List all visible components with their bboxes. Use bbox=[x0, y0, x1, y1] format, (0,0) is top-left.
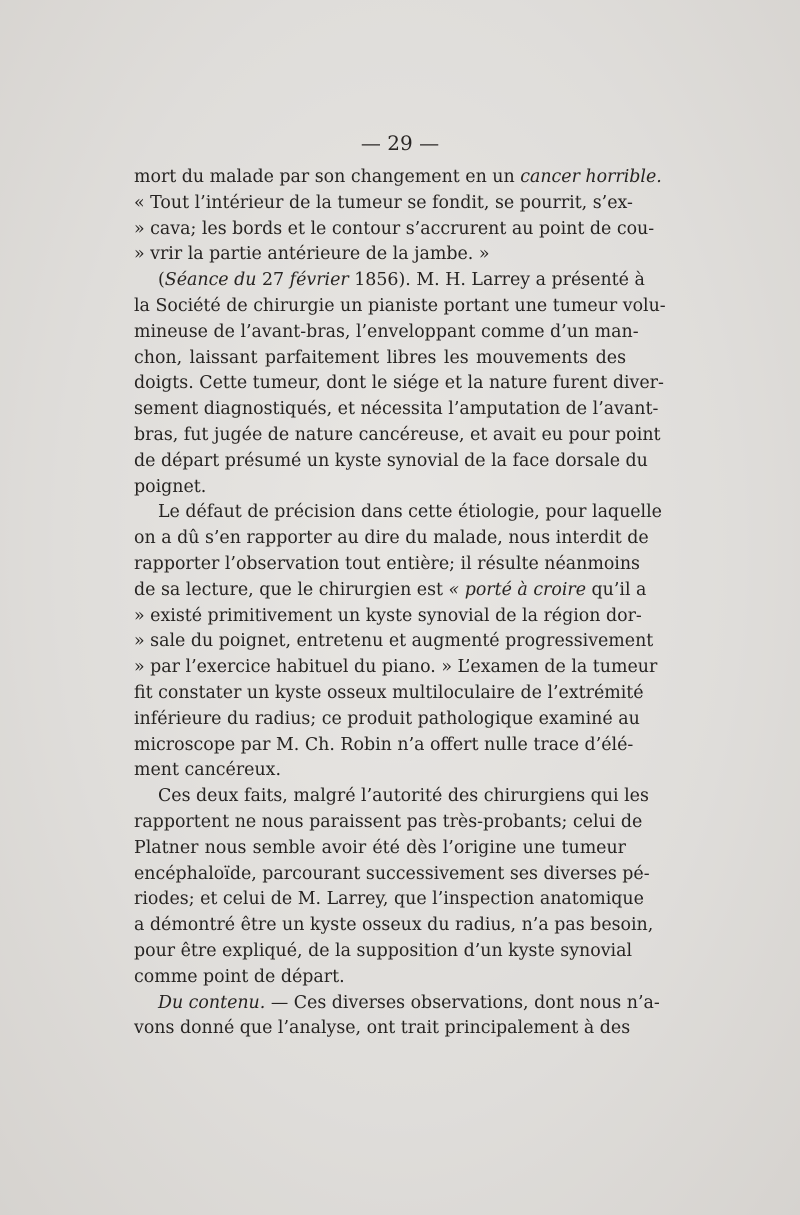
text-line bbox=[134, 578, 647, 604]
text-segment: riodes; et celui de M. Larrey, que l’inspection anatomique bbox=[134, 889, 644, 910]
text-line bbox=[134, 707, 640, 733]
text-segment: rapportent ne nous paraissent pas très-probants; celui de bbox=[134, 811, 643, 832]
text-line bbox=[134, 836, 626, 862]
text-segment: 27 bbox=[256, 270, 290, 291]
text-segment: » existé primitivement un kyste synovial de la région dor- bbox=[134, 605, 642, 626]
text-segment: sement diagnostiqués, et nécessita l’amputation de l’avant- bbox=[134, 399, 659, 420]
text-line bbox=[134, 294, 666, 320]
text-line bbox=[134, 191, 633, 217]
text-line bbox=[134, 423, 661, 449]
text-line bbox=[134, 346, 626, 372]
text-line bbox=[134, 552, 640, 578]
text-line bbox=[134, 758, 626, 784]
text-segment: poignet. bbox=[134, 476, 207, 497]
text-segment: ( bbox=[158, 270, 165, 291]
text-segment: — Ces diverses observations, dont nous n’a- bbox=[265, 992, 660, 1013]
text-segment: vons donné que l’analyse, ont trait principalement à des bbox=[134, 1018, 631, 1039]
text-line bbox=[134, 217, 655, 243]
text-segment: » cava; les bords et le contour s’accrurent au point de cou- bbox=[134, 218, 655, 239]
italic-text: « porté à croire bbox=[448, 579, 587, 600]
text-line bbox=[134, 810, 643, 836]
text-line bbox=[134, 887, 644, 913]
page-number: — 29 — bbox=[360, 131, 440, 155]
text-segment: mineuse de l’avant-bras, l’enveloppant comme d’un man- bbox=[134, 321, 639, 342]
text-segment: 1856). M. H. Larrey a présenté à bbox=[348, 270, 645, 291]
text-line bbox=[134, 500, 662, 526]
text-segment: comme point de départ. bbox=[134, 966, 345, 987]
italic-text: Séance du bbox=[164, 270, 257, 291]
text-segment: bras, fut jugée de nature cancéreuse, et avait eu pour point bbox=[134, 424, 661, 445]
text-segment: chon, laissant parfaitement libres les mouvements des bbox=[134, 347, 626, 368]
text-segment: » par l’exercice habituel du piano. » L’examen de la tumeur bbox=[134, 657, 658, 678]
text-line bbox=[134, 965, 626, 991]
text-segment: mort du malade par son changement en un bbox=[134, 167, 521, 187]
text-segment: qu’il a bbox=[586, 579, 647, 600]
text-segment: Ces deux faits, malgré l’autorité des chirurgiens qui les bbox=[158, 786, 649, 807]
text-line bbox=[134, 655, 658, 681]
text-line bbox=[134, 733, 634, 759]
text-segment: » vrir la partie antérieure de la jambe. » bbox=[134, 244, 490, 265]
text-line bbox=[134, 681, 644, 707]
text-segment: « Tout l’intérieur de la tumeur se fondit, se pourrit, s’ex- bbox=[134, 192, 633, 213]
text-line bbox=[134, 475, 626, 501]
italic-text: cancer horrible. bbox=[520, 167, 662, 187]
text-line bbox=[134, 165, 662, 191]
text-line bbox=[134, 397, 659, 423]
text-line bbox=[134, 939, 633, 965]
text-segment: rapporter l’observation tout entière; il résulte néanmoins bbox=[134, 553, 640, 574]
text-segment: Platner nous semble avoir été dès l’origine une tumeur bbox=[134, 837, 626, 858]
text-segment: a démontré être un kyste osseux du radius, n’a pas besoin, bbox=[134, 915, 654, 936]
text-segment: la Société de chirurgie un pianiste portant une tumeur volu- bbox=[134, 295, 666, 316]
text-line bbox=[134, 991, 660, 1017]
text-line bbox=[134, 449, 648, 475]
text-segment: » sale du poignet, entretenu et augmenté progressivement bbox=[134, 631, 654, 652]
text-segment: encéphaloïde, parcourant successivement ses diverses pé- bbox=[134, 863, 650, 884]
text-line bbox=[134, 604, 642, 630]
text-line bbox=[134, 913, 654, 939]
text-line bbox=[134, 1016, 631, 1042]
text-line bbox=[134, 629, 654, 655]
text-segment: on a dû s’en rapporter au dire du malade, nous interdit de bbox=[134, 528, 649, 549]
body-text bbox=[134, 165, 666, 1042]
text-segment: de départ présumé un kyste synovial de la face dorsale du bbox=[134, 450, 648, 471]
text-line bbox=[134, 268, 645, 294]
text-line bbox=[134, 784, 649, 810]
text-segment: pour être expliqué, de la supposition d’un kyste synovial bbox=[134, 940, 633, 961]
text-segment: microscope par M. Ch. Robin n’a offert nulle trace d’élé- bbox=[134, 734, 634, 755]
text-segment: ment cancéreux. bbox=[134, 760, 281, 781]
text-line bbox=[134, 242, 626, 268]
text-line bbox=[134, 320, 639, 346]
italic-text: Du contenu. bbox=[158, 992, 266, 1013]
text-segment: doigts. Cette tumeur, dont le siége et la nature furent diver- bbox=[134, 373, 664, 394]
text-line bbox=[134, 526, 649, 552]
text-segment: de sa lecture, que le chirurgien est bbox=[134, 579, 449, 600]
text-segment: fit constater un kyste osseux multiloculaire de l’extrémité bbox=[134, 682, 644, 703]
text-line bbox=[134, 862, 650, 888]
text-segment: inférieure du radius; ce produit pathologique examiné au bbox=[134, 708, 640, 729]
text-line bbox=[134, 371, 664, 397]
text-segment: Le défaut de précision dans cette étiologie, pour laquelle bbox=[158, 502, 662, 523]
italic-text: février bbox=[289, 270, 349, 291]
